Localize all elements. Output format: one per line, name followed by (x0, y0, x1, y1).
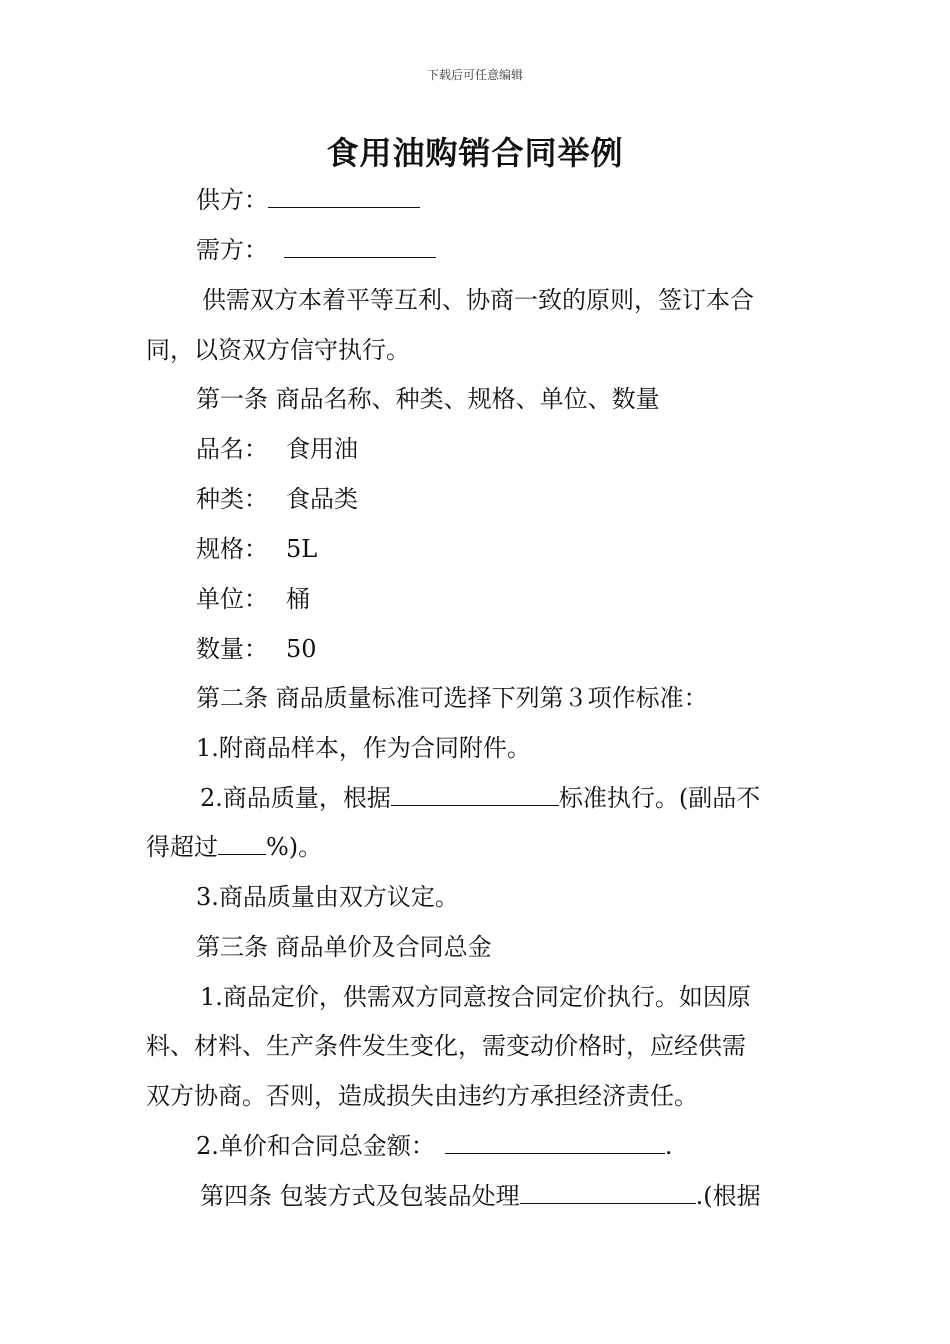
product-type-label: 种类： (196, 485, 268, 513)
article3-item2 (196, 1131, 673, 1161)
product-unit-row (196, 584, 310, 614)
product-spec-row (196, 534, 317, 564)
product-name-row (196, 434, 358, 464)
product-spec-value: 5L (286, 535, 318, 563)
product-unit-label: 单位： (196, 585, 268, 613)
product-spec-label: 规格： (196, 535, 268, 563)
supplier-blank (268, 185, 420, 208)
supplier-label: 供方： (196, 186, 268, 214)
article2-item3: 3.商品质量由双方议定。 (196, 883, 459, 911)
article2-item1: 1.附商品样本，作为合同附件。 (196, 734, 531, 762)
quality-standard-blank (391, 783, 559, 806)
article3-item1-line3: 双方协商。否则，造成损失由违约方承担经济责任。 (146, 1082, 698, 1110)
product-unit-value: 桶 (286, 585, 310, 613)
article3-item1-line2: 料、材料、生产条件发生变化，需变动价格时，应经供需 (146, 1032, 746, 1060)
document-title: 食用油购销合同举例 (326, 134, 624, 172)
defect-percent-blank (218, 832, 266, 855)
product-name-value: 食用油 (286, 435, 358, 463)
product-name-label: 品名： (196, 435, 268, 463)
article3-item2-b: . (664, 1132, 673, 1160)
buyer-label: 需方： (196, 236, 268, 264)
packaging-blank (520, 1181, 696, 1204)
article4-heading-b: .(根据 (695, 1182, 761, 1210)
article4-heading (200, 1181, 761, 1211)
article4-heading-a: 第四条 包装方式及包装品处理 (200, 1182, 520, 1210)
product-type-value: 食品类 (286, 485, 358, 513)
article3-heading: 第三条 商品单价及合同总金 (196, 933, 492, 961)
article2-item2-c: 得超过 (146, 833, 218, 861)
product-type-row (196, 484, 358, 514)
article2-item2-line2 (146, 832, 322, 862)
total-amount-blank (445, 1131, 665, 1154)
product-qty-label: 数量： (196, 635, 268, 663)
article2-item2-line1 (200, 783, 760, 813)
intro-line-1: 供需双方本着平等互利、协商一致的原则，签订本合 (202, 286, 754, 314)
buyer-blank (284, 235, 436, 258)
article2-item2-a: 2.商品质量，根据 (200, 784, 391, 812)
buyer-line (196, 235, 436, 265)
product-qty-value: 50 (286, 635, 317, 663)
article2-heading: 第二条 商品质量标准可选择下列第３项作标准： (196, 684, 708, 712)
article1-heading: 第一条 商品名称、种类、规格、单位、数量 (196, 385, 660, 413)
article3-item2-a: 2.单价和合同总金额： (196, 1132, 435, 1160)
supplier-line (196, 185, 420, 215)
article3-item1-line1: 1.商品定价，供需双方同意按合同定价执行。如因原 (200, 983, 751, 1011)
product-qty-row (196, 634, 317, 664)
article2-item2-d: %)。 (266, 833, 323, 861)
intro-line-2: 同，以资双方信守执行。 (146, 336, 410, 364)
article2-item2-b: 标准执行。(副品不 (558, 784, 761, 812)
page-header: 下载后可任意编辑 (426, 68, 523, 82)
